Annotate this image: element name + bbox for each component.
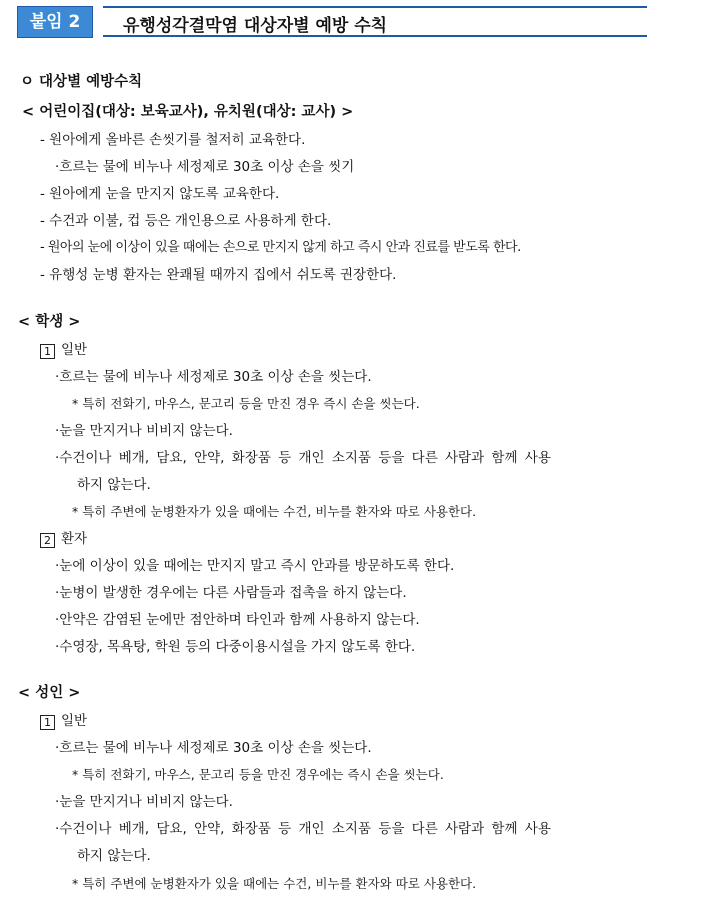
list-item: ·흐르는 물에 비누나 세정제로 30초 이상 손을 씻기 <box>55 159 355 175</box>
list-item: - 원아에게 올바른 손씻기를 철저히 교육한다. <box>40 132 306 148</box>
list-item: - 수건과 이불, 컵 등은 개인용으로 사용하게 한다. <box>40 213 332 229</box>
main-heading: ㅇ 대상별 예방수칙 <box>20 74 143 90</box>
list-item: - 유행성 눈병 환자는 완쾌될 때까지 집에서 쉬도록 권장한다. <box>40 267 397 283</box>
number-box: 1 <box>40 715 55 730</box>
list-item: ·수건이나 베개, 담요, 안약, 화장품 등 개인 소지품 등을 다른 사람과 함께 사용 <box>55 821 551 837</box>
note-item: * 특히 주변에 눈병환자가 있을 때에는 수건, 비누를 환자와 따로 사용한다. <box>72 504 477 519</box>
number-box: 2 <box>40 533 55 548</box>
list-item: ·눈병이 발생한 경우에는 다른 사람들과 접촉을 하지 않는다. <box>55 585 407 601</box>
daycare-heading: < 어린이집(대상: 보육교사), 유치원(대상: 교사) > <box>22 104 354 120</box>
student-patient-label <box>40 529 87 549</box>
list-item-continued: 하지 않는다. <box>77 848 151 864</box>
list-item: ·흐르는 물에 비누나 세정제로 30초 이상 손을 씻는다. <box>55 369 372 385</box>
list-item: ·수영장, 목욕탕, 학원 등의 다중이용시설을 가지 않도록 한다. <box>55 639 416 655</box>
list-item: ·눈을 만지거나 비비지 않는다. <box>55 423 233 439</box>
list-item: ·눈을 만지거나 비비지 않는다. <box>55 794 233 810</box>
list-item: ·안약은 감염된 눈에만 점안하며 타인과 함께 사용하지 않는다. <box>55 612 420 628</box>
list-item-continued: 하지 않는다. <box>77 477 151 493</box>
section-label: 일반 <box>61 713 88 729</box>
section-label: 환자 <box>61 531 88 547</box>
number-box: 1 <box>40 344 55 359</box>
list-item: - 원아에게 눈을 만지지 않도록 교육한다. <box>40 186 280 202</box>
document-header <box>17 6 647 39</box>
list-item: ·흐르는 물에 비누나 세정제로 30초 이상 손을 씻는다. <box>55 740 372 756</box>
attachment-badge: 붙임 2 <box>17 6 93 38</box>
note-item: * 특히 전화기, 마우스, 문고리 등을 만진 경우에는 즉시 손을 씻는다. <box>72 767 444 782</box>
note-item: * 특히 주변에 눈병환자가 있을 때에는 수건, 비누를 환자와 따로 사용한다. <box>72 876 477 891</box>
section-label: 일반 <box>61 342 88 358</box>
list-item: ·수건이나 베개, 담요, 안약, 화장품 등 개인 소지품 등을 다른 사람과 함께 사용 <box>55 450 551 466</box>
list-item: ·눈에 이상이 있을 때에는 만지지 말고 즉시 안과를 방문하도록 한다. <box>55 558 455 574</box>
student-heading: < 학생 > <box>18 314 81 330</box>
page-title: 유행성각결막염 대상자별 예방 수칙 <box>123 16 388 36</box>
adult-general-label <box>40 711 87 731</box>
adult-heading: < 성인 > <box>18 685 81 701</box>
title-box <box>103 6 647 37</box>
student-general-label <box>40 340 87 360</box>
list-item: - 원아의 눈에 이상이 있을 때에는 손으로 만지지 않게 하고 즉시 안과 진료를 받도록 한다. <box>40 240 521 255</box>
note-item: * 특히 전화기, 마우스, 문고리 등을 만진 경우 즉시 손을 씻는다. <box>72 396 420 411</box>
